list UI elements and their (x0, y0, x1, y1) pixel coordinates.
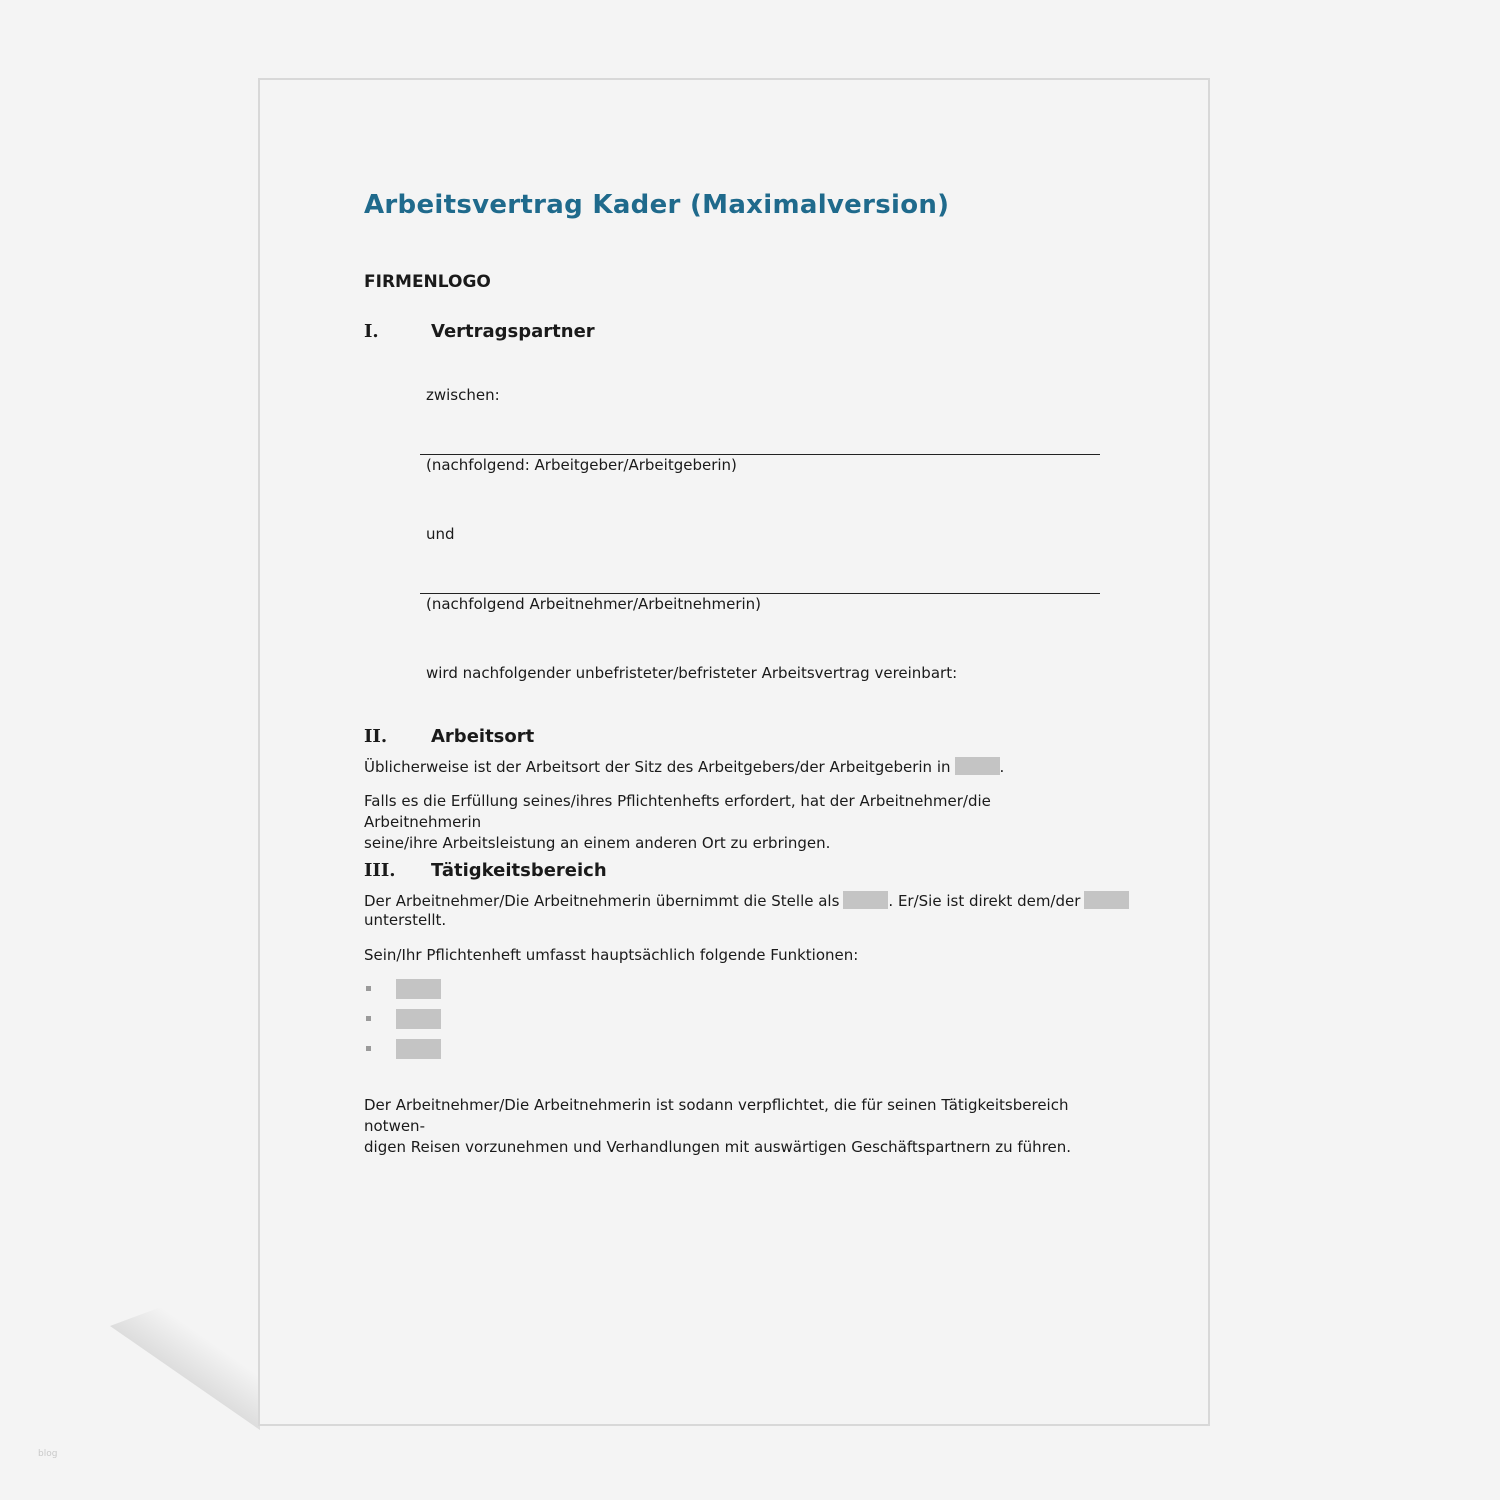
section-2-title: Arbeitsort (431, 726, 535, 747)
page-shadow (110, 1270, 260, 1430)
and-label: und (426, 525, 455, 543)
supervisor-field[interactable] (1084, 891, 1129, 909)
subordinate-text: unterstellt. (364, 911, 447, 929)
logo-placeholder: FIRMENLOGO (364, 272, 491, 292)
section-1-number: I. (364, 321, 379, 342)
position-field[interactable] (843, 891, 888, 909)
workplace-other-location-paragraph (364, 791, 1109, 854)
paragraph-line: seine/ihre Arbeitsleistung an einem anderen Ort zu erbringen. (364, 834, 831, 852)
city-field[interactable] (955, 757, 1000, 775)
duties-intro: Sein/Ihr Pflichtenheft umfasst hauptsächlich folgende Funktionen: (364, 946, 859, 964)
section-1-title: Vertragspartner (431, 321, 595, 342)
duty-field[interactable] (396, 1039, 441, 1059)
bullet-icon (366, 986, 371, 991)
document-title: Arbeitsvertrag Kader (Maximalversion) (364, 190, 950, 220)
section-2-number: II. (364, 726, 388, 747)
employer-signature-line (420, 454, 1100, 455)
paragraph-line: Falls es die Erfüllung seines/ihres Pflichtenhefts erfordert, hat der Arbeitnehmer/die Arbeitnehmerin (364, 792, 991, 831)
duty-field[interactable] (396, 1009, 441, 1029)
bullet-icon (366, 1016, 371, 1021)
employer-caption: (nachfolgend: Arbeitgeber/Arbeitgeberin) (426, 456, 737, 474)
document-page (258, 78, 1210, 1426)
workplace-line (364, 757, 1004, 776)
agreement-text: wird nachfolgender unbefristeter/befristeter Arbeitsvertrag vereinbart: (426, 664, 958, 682)
duty-field[interactable] (396, 979, 441, 999)
travel-paragraph (364, 1095, 1109, 1158)
position-text: Der Arbeitnehmer/Die Arbeitnehmerin übernimmt die Stelle als (364, 892, 840, 910)
employee-caption: (nachfolgend Arbeitnehmer/Arbeitnehmerin) (426, 595, 762, 613)
paragraph-line: Der Arbeitnehmer/Die Arbeitnehmerin ist sodann verpflichtet, die für seinen Tätigkeitsbereich notwen- (364, 1096, 1069, 1135)
section-3-number: III. (364, 860, 396, 881)
watermark: blog (38, 1449, 58, 1459)
bullet-icon (366, 1046, 371, 1051)
workplace-period: . (999, 758, 1005, 776)
workplace-text: Üblicherweise ist der Arbeitsort der Sitz des Arbeitgebers/der Arbeitgeberin in (364, 758, 951, 776)
employee-signature-line (420, 593, 1100, 594)
between-label: zwischen: (426, 386, 500, 404)
supervisor-text: . Er/Sie ist direkt dem/der (888, 892, 1081, 910)
position-line (364, 891, 1129, 910)
paragraph-line: digen Reisen vorzunehmen und Verhandlungen mit auswärtigen Geschäftspartnern zu führen. (364, 1138, 1072, 1156)
section-3-title: Tätigkeitsbereich (431, 860, 607, 881)
